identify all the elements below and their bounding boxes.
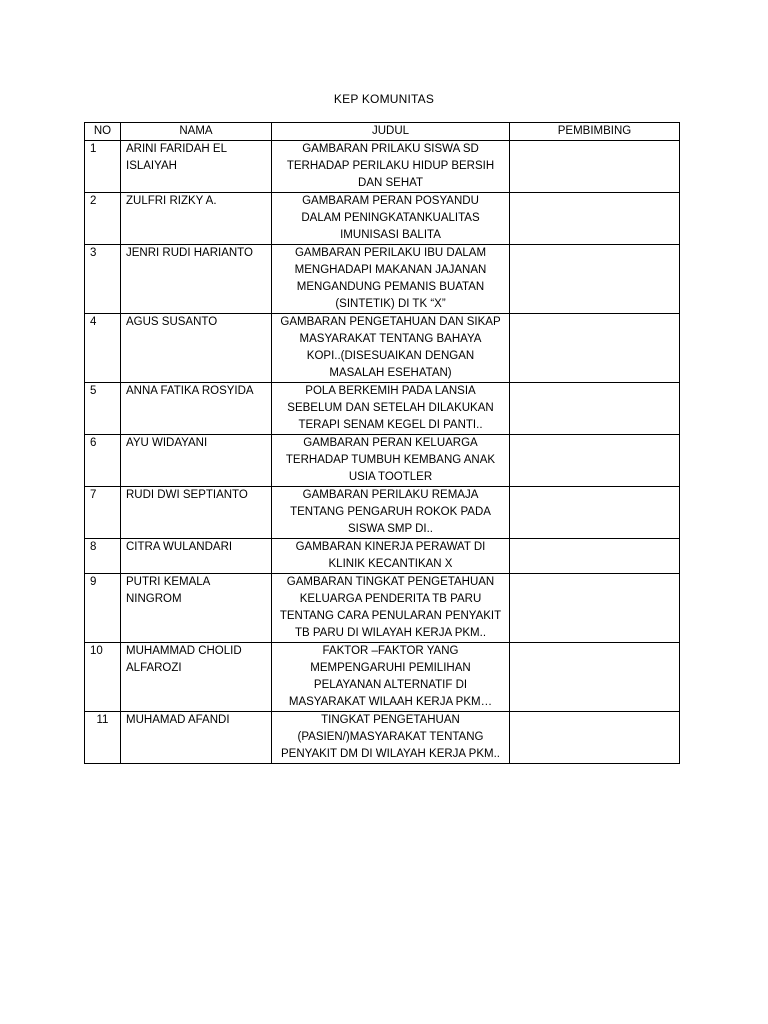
cell-judul-line: GAMBARAM PERAN POSYANDU bbox=[302, 195, 479, 207]
table-row bbox=[85, 712, 680, 764]
cell-nama-line: AGUS SUSANTO bbox=[126, 316, 218, 328]
cell-judul-line: IMUNISASI BALITA bbox=[340, 229, 441, 241]
student-table bbox=[84, 122, 680, 764]
table-row bbox=[85, 435, 680, 487]
cell-nama bbox=[121, 314, 272, 383]
cell-pembimbing bbox=[510, 712, 680, 764]
cell-judul bbox=[272, 141, 510, 193]
header-no: NO bbox=[85, 123, 121, 141]
cell-pembimbing bbox=[510, 314, 680, 383]
cell-judul-line: GAMBARAN PERILAKU IBU DALAM bbox=[294, 247, 487, 259]
cell-judul-line: TENTANG CARA PENULARAN PENYAKIT bbox=[279, 610, 502, 622]
table-body bbox=[85, 141, 680, 764]
cell-judul bbox=[272, 383, 510, 435]
cell-no: 11 bbox=[85, 712, 121, 764]
header-nama: NAMA bbox=[121, 123, 272, 141]
cell-judul-line: MENGANDUNG PEMANIS BUATAN bbox=[296, 281, 485, 293]
cell-judul-line: MEMPENGARUHI PEMILIHAN bbox=[310, 662, 471, 674]
cell-judul-line: USIA TOOTLER bbox=[348, 471, 433, 483]
cell-nama-line: ISLAIYAH bbox=[126, 160, 177, 172]
cell-nama-line: RUDI DWI SEPTIANTO bbox=[126, 489, 248, 501]
cell-judul-line: SEBELUM DAN SETELAH DILAKUKAN bbox=[287, 402, 494, 414]
cell-nama-line: ALFAROZI bbox=[126, 662, 182, 674]
cell-judul-line: TB PARU DI WILAYAH KERJA PKM.. bbox=[294, 627, 487, 639]
cell-judul bbox=[272, 574, 510, 643]
cell-judul-line: (SINTETIK) DI TK “X” bbox=[335, 298, 446, 310]
table-row bbox=[85, 245, 680, 314]
cell-judul bbox=[272, 245, 510, 314]
cell-judul-line: GAMBARAN TINGKAT PENGETAHUAN bbox=[286, 576, 495, 588]
cell-judul-line: POLA BERKEMIH PADA LANSIA bbox=[305, 385, 476, 397]
cell-judul-line: (PASIEN/)MASYARAKAT TENTANG bbox=[297, 731, 484, 743]
cell-nama-line: ZULFRI RIZKY A. bbox=[126, 195, 217, 207]
cell-nama-line: PUTRI KEMALA bbox=[126, 576, 211, 588]
page-title: KEP KOMUNITAS bbox=[333, 92, 435, 106]
header-judul: JUDUL bbox=[272, 123, 510, 141]
cell-no: 2 bbox=[85, 193, 121, 245]
cell-judul-line: TINGKAT PENGETAHUAN bbox=[321, 714, 460, 726]
table-row bbox=[85, 574, 680, 643]
cell-nama bbox=[121, 435, 272, 487]
cell-no: 5 bbox=[85, 383, 121, 435]
cell-nama bbox=[121, 643, 272, 712]
cell-no: 9 bbox=[85, 574, 121, 643]
cell-nama bbox=[121, 383, 272, 435]
cell-nama bbox=[121, 141, 272, 193]
cell-nama-line: ARINI FARIDAH EL bbox=[126, 143, 227, 155]
cell-nama-line: JENRI RUDI HARIANTO bbox=[126, 247, 253, 259]
cell-nama bbox=[121, 574, 272, 643]
table-row bbox=[85, 383, 680, 435]
cell-nama-line: MUHAMAD AFANDI bbox=[126, 714, 230, 726]
table-row bbox=[85, 487, 680, 539]
table-row bbox=[85, 539, 680, 574]
cell-judul-line: KLINIK KECANTIKAN X bbox=[328, 558, 453, 570]
cell-nama-line: AYU WIDAYANI bbox=[126, 437, 208, 449]
cell-judul-line: GAMBARAN PENGETAHUAN DAN SIKAP bbox=[280, 316, 501, 328]
header-pembimbing: PEMBIMBING bbox=[510, 123, 680, 141]
cell-judul bbox=[272, 193, 510, 245]
cell-pembimbing bbox=[510, 141, 680, 193]
cell-no: 10 bbox=[85, 643, 121, 712]
cell-no: 3 bbox=[85, 245, 121, 314]
cell-judul-line: GAMBARAN PERAN KELUARGA bbox=[303, 437, 478, 449]
cell-judul bbox=[272, 712, 510, 764]
table-header-row bbox=[85, 123, 680, 141]
cell-pembimbing bbox=[510, 574, 680, 643]
cell-judul-line: TERHADAP PERILAKU HIDUP BERSIH bbox=[286, 160, 495, 172]
cell-judul bbox=[272, 314, 510, 383]
cell-no: 1 bbox=[85, 141, 121, 193]
table-row bbox=[85, 141, 680, 193]
cell-pembimbing bbox=[510, 539, 680, 574]
cell-pembimbing bbox=[510, 245, 680, 314]
cell-no: 8 bbox=[85, 539, 121, 574]
cell-judul-line: PENYAKIT DM DI WILAYAH KERJA PKM.. bbox=[281, 748, 500, 760]
table-row bbox=[85, 314, 680, 383]
cell-nama bbox=[121, 487, 272, 539]
cell-judul-line: GAMBARAN KINERJA PERAWAT DI bbox=[295, 541, 486, 553]
cell-judul-line: DAN SEHAT bbox=[358, 177, 423, 189]
cell-no: 7 bbox=[85, 487, 121, 539]
cell-judul bbox=[272, 539, 510, 574]
cell-judul-line: PELAYANAN ALTERNATIF DI bbox=[313, 679, 468, 691]
cell-judul-line: TERHADAP TUMBUH KEMBANG ANAK bbox=[285, 454, 496, 466]
cell-nama-line: CITRA WULANDARI bbox=[126, 541, 233, 553]
cell-judul-line: MASYARAKAT WILAAH KERJA PKM… bbox=[288, 696, 493, 708]
cell-judul-line: MASALAH ESEHATAN) bbox=[329, 367, 452, 379]
cell-judul-line: KOPI..(DISESUAIKAN DENGAN bbox=[306, 350, 475, 362]
cell-nama bbox=[121, 539, 272, 574]
cell-pembimbing bbox=[510, 383, 680, 435]
cell-judul bbox=[272, 487, 510, 539]
cell-judul bbox=[272, 435, 510, 487]
cell-no: 6 bbox=[85, 435, 121, 487]
cell-pembimbing bbox=[510, 193, 680, 245]
cell-pembimbing bbox=[510, 643, 680, 712]
cell-judul-line: GAMBARAN PRILAKU SISWA SD bbox=[302, 143, 479, 155]
cell-judul-line: GAMBARAN PERILAKU REMAJA bbox=[302, 489, 479, 501]
cell-nama bbox=[121, 245, 272, 314]
cell-pembimbing bbox=[510, 487, 680, 539]
cell-nama bbox=[121, 712, 272, 764]
cell-judul-line: TENTANG PENGARUH ROKOK PADA bbox=[290, 506, 491, 518]
cell-judul-line: SISWA SMP DI.. bbox=[348, 523, 433, 535]
cell-judul-line: DALAM PENINGKATANKUALITAS bbox=[301, 212, 480, 224]
table-row bbox=[85, 643, 680, 712]
cell-judul-line: TERAPI SENAM KEGEL DI PANTI.. bbox=[298, 419, 483, 431]
cell-judul-line: KELUARGA PENDERITA TB PARU bbox=[299, 593, 482, 605]
cell-nama-line: ANNA FATIKA ROSYIDA bbox=[126, 385, 254, 397]
cell-no: 4 bbox=[85, 314, 121, 383]
cell-judul-line: FAKTOR –FAKTOR YANG bbox=[322, 645, 459, 657]
cell-judul-line: MENGHADAPI MAKANAN JAJANAN bbox=[294, 264, 487, 276]
cell-nama bbox=[121, 193, 272, 245]
cell-judul-line: MASYARAKAT TENTANG BAHAYA bbox=[299, 333, 482, 345]
cell-pembimbing bbox=[510, 435, 680, 487]
cell-judul bbox=[272, 643, 510, 712]
cell-nama-line: NINGROM bbox=[126, 593, 182, 605]
cell-nama-line: MUHAMMAD CHOLID bbox=[126, 645, 242, 657]
table-row bbox=[85, 193, 680, 245]
